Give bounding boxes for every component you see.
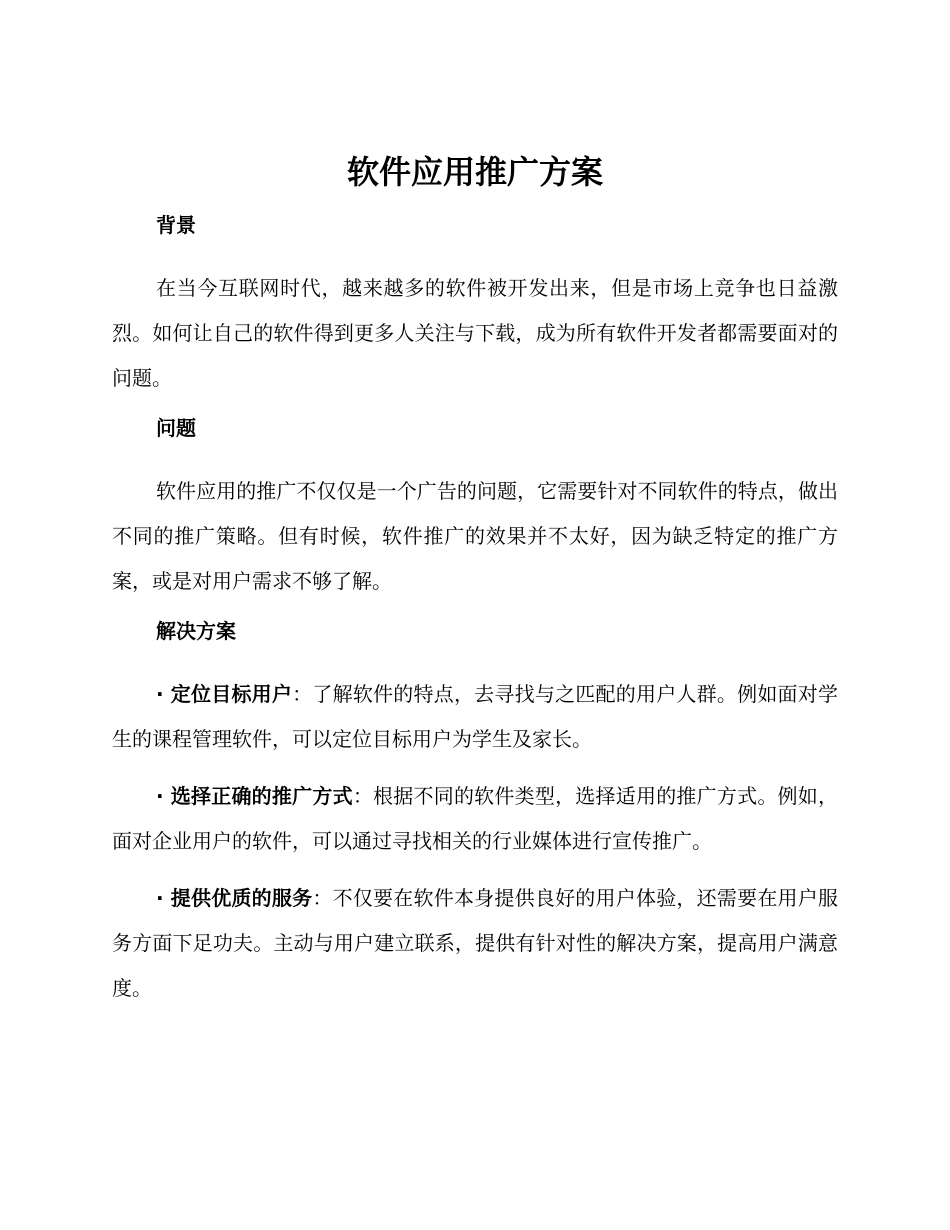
- section-background: [112, 210, 838, 401]
- bullet-text: ：了解软件的特点，去寻找与之匹配的用户人群。例如面对学生的课程管理软件，可以定位目标用户为学生及家长。: [112, 682, 839, 751]
- bullet-text: ：不仅要在软件本身提供良好的用户体验，还需要在用户服务方面下足功夫。主动与用户建立联系，提供有针对性的解决方案，提高用户满意度。: [112, 886, 839, 1000]
- section-heading: 问题: [156, 416, 196, 440]
- bullet-item: [112, 774, 838, 864]
- section-heading: 解决方案: [156, 619, 236, 643]
- bullet-term: · 选择正确的推广方式: [156, 784, 353, 808]
- bullet-item: [112, 672, 838, 762]
- section-heading: 背景: [156, 213, 196, 237]
- bullet-term: · 提供优质的服务: [156, 886, 313, 910]
- bullet-text: ：根据不同的软件类型，选择适用的推广方式。例如，面对企业用户的软件，可以通过寻找相关的行业媒体进行宣传推广。: [112, 784, 839, 853]
- section-solution: [112, 616, 838, 1011]
- section-problem: [112, 413, 838, 604]
- bullet-item: [112, 876, 838, 1011]
- document-title: 软件应用推广方案: [346, 153, 603, 191]
- section-paragraph: 软件应用的推广不仅仅是一个广告的问题，它需要针对不同软件的特点，做出不同的推广策略。但有时候，软件推广的效果并不太好，因为缺乏特定的推广方案，或是对用户需求不够了解。: [112, 479, 838, 593]
- bullet-term: · 定位目标用户: [156, 682, 293, 706]
- section-paragraph: 在当今互联网时代，越来越多的软件被开发出来，但是市场上竞争也日益激烈。如何让自己的软件得到更多人关注与下载，成为所有软件开发者都需要面对的问题。: [112, 276, 838, 390]
